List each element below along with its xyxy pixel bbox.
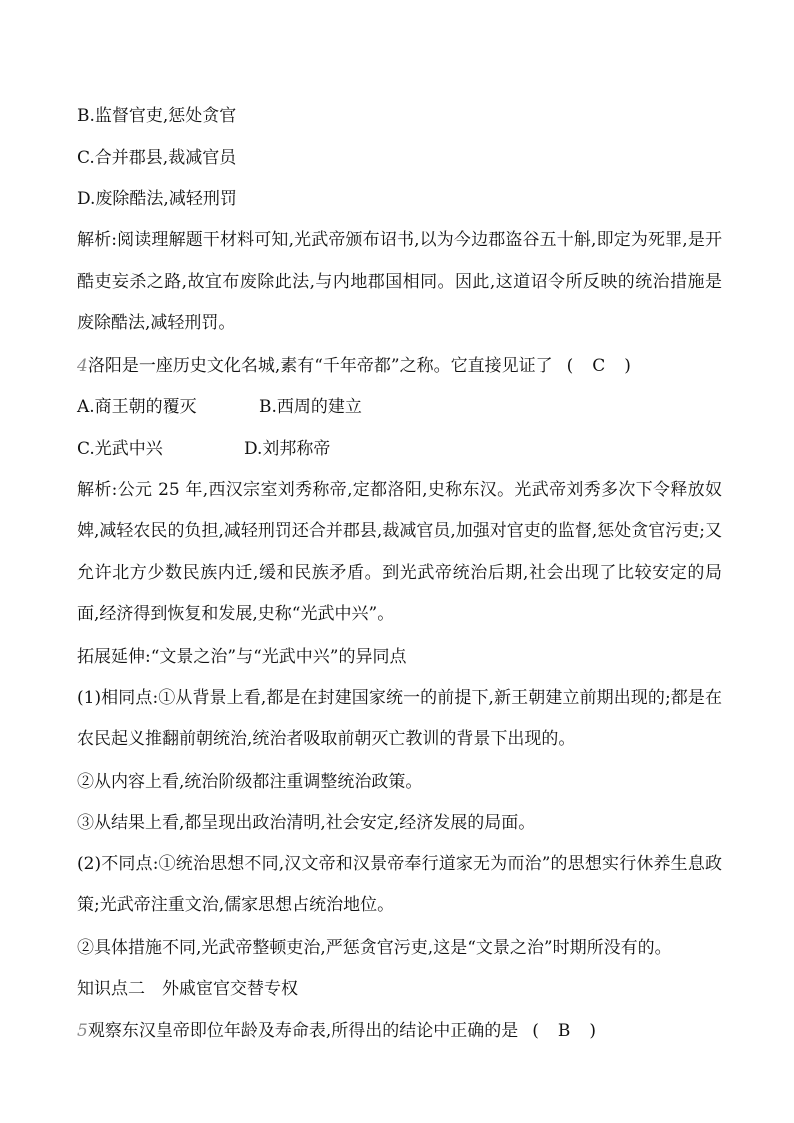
answer-bracket: ( C ) <box>566 355 632 376</box>
q4-option-a: A.商王朝的覆灭 <box>77 397 197 418</box>
answer-bracket: ( B ) <box>532 1021 597 1042</box>
extension-different-2: ②具体措施不同,光武帝整顿吏治,严惩贪官污吏,这是“文景之治”时期所没有的。 <box>77 937 672 958</box>
document-page <box>77 102 722 1059</box>
extension-similar-2: ②从内容上看,统治阶级都注重调整统治政策。 <box>77 771 423 792</box>
section-title: 知识点二 外戚宦官交替专权 <box>77 979 298 1000</box>
q4-question <box>77 352 722 380</box>
extension-title: 拓展延伸:“文景之治”与“光武中兴”的异同点 <box>77 646 407 667</box>
q4-option-d: D.刘邦称帝 <box>244 438 331 459</box>
question-number: 5 <box>77 1021 88 1042</box>
extension-different-1: (2)不同点:①统治思想不同,汉文帝和汉景帝奉行道家无为而治”的思想实行休养生息政策;光武帝注重文治,儒家思想占统治地位。 <box>77 853 722 916</box>
q4-option-b: B.西周的建立 <box>259 397 362 418</box>
q4-options-row-1 <box>77 393 722 421</box>
q4-option-c: C.光武中兴 <box>77 438 163 459</box>
q3-option-c: C.合并郡县,裁减官员 <box>77 147 237 168</box>
question-stem: 观察东汉皇帝即位年龄及寿命表,所得出的结论中正确的是 <box>87 1021 519 1042</box>
extension-similar-3: ③从结果上看,都呈现出政治清明,社会安定,经济发展的局面。 <box>77 813 536 834</box>
question-stem: 洛阳是一座历史文化名城,素有“千年帝都”之称。它直接见证了 <box>87 355 553 376</box>
q3-option-b: B.监督官吏,惩处贪官 <box>77 106 237 126</box>
q5-question <box>77 1017 722 1045</box>
q4-options-row-2 <box>77 435 722 463</box>
q3-option-d: D.废除酷法,减轻刑罚 <box>77 189 237 210</box>
q3-analysis: 解析:阅读理解题干材料可知,光武帝颁布诏书,以为今边郡盗谷五十斛,即定为死罪,是开酷吏妄杀之路,故宜布废除此法,与内地郡国相同。因此,这道诏令所反映的统治措施是废除酷法,减轻刑罚。 <box>77 229 722 334</box>
extension-similar-1: (1)相同点:①从背景上看,都是在封建国家统一的前提下,新王朝建立前期出现的;都是在农民起义推翻前朝统治,统治者吸取前朝灭亡教训的背景下出现的。 <box>77 687 722 750</box>
q4-analysis: 解析:公元 25 年,西汉宗室刘秀称帝,定都洛阳,史称东汉。光武帝刘秀多次下令释放奴婢,减轻农民的负担,减轻刑罚还合并郡县,裁减官员,加强对官吏的监督,惩处贪官污吏;又允许北方少数民族内迁,缓和民族矛盾。到光武帝统治后期,社会出现了比较安定的局面,经济得到恢复和发展,史称“光武中兴”。 <box>77 479 722 625</box>
question-number: 4 <box>77 355 88 376</box>
